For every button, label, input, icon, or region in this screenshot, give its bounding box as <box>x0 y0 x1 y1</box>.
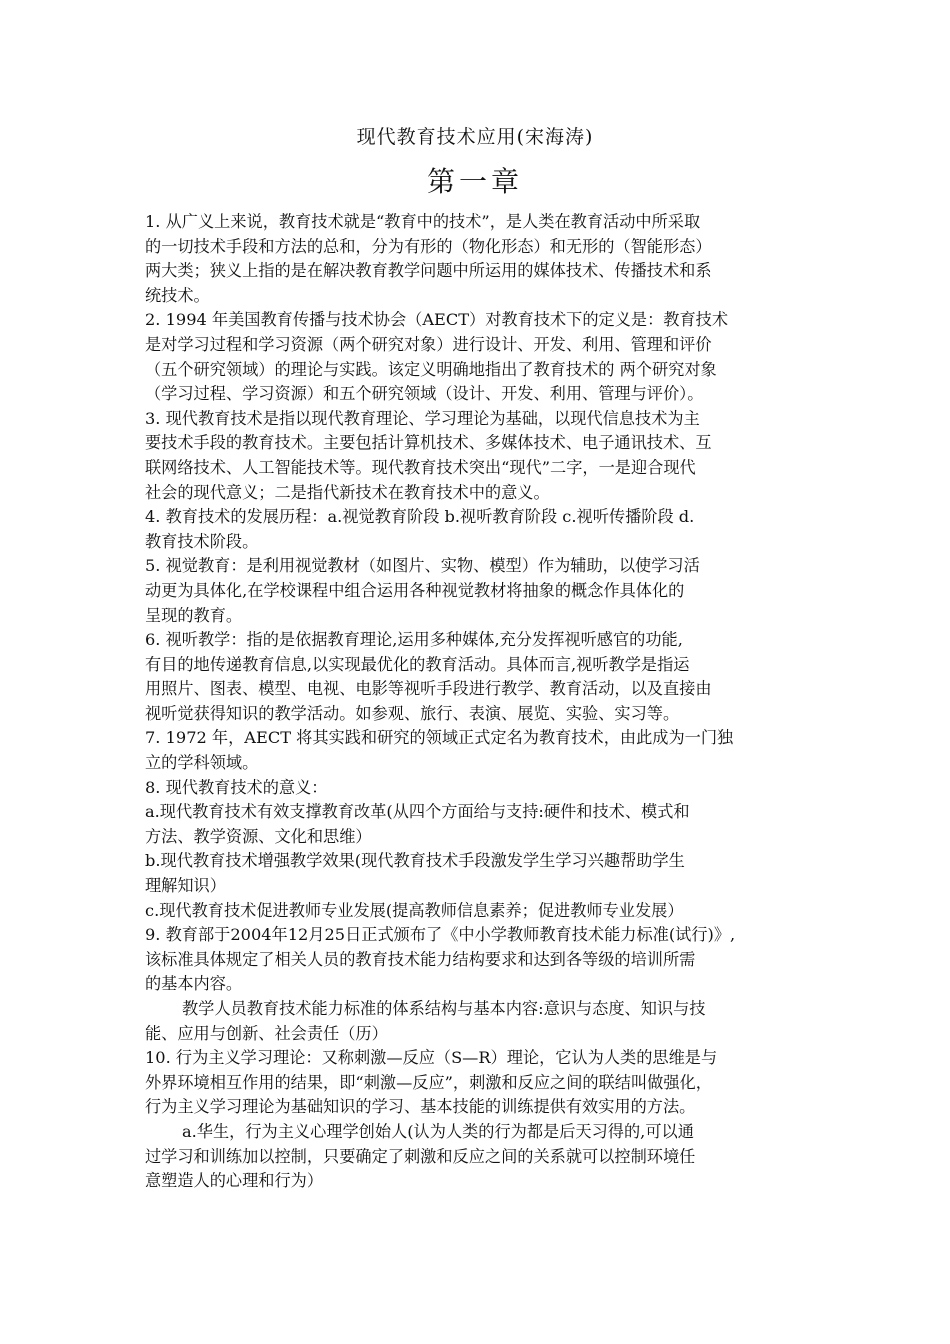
text-line: （学习过程、学习资源）和五个研究领域（设计、开发、利用、管理与评价）。 <box>145 384 704 404</box>
text-line: 意塑造人的心理和行为） <box>145 1171 324 1191</box>
text-line: 10. 行为主义学习理论：又称刺激—反应（S—R）理论，它认为人类的思维是与 <box>145 1048 718 1068</box>
text-line: 理解知识） <box>145 876 226 896</box>
text-line: 9. 教育部于2004年12月25日正式颁布了《中小学教师教育技术能力标准(试行)》, <box>145 925 736 945</box>
document-body <box>145 210 845 1194</box>
text-line: 方法、教学资源、文化和思维） <box>145 826 372 846</box>
text-line: a.现代教育技术有效支撑教育改革(从四个方面给与支持:硬件和技术、模式和 <box>145 802 690 822</box>
text-line: 1. 从广义上来说，教育技术就是“教育中的技术”，是人类在教育活动中所采取 <box>145 212 701 231</box>
text-line: 2. 1994 年美国教育传播与技术协会（AECT）对教育技术下的定义是：教育技术 <box>145 310 729 330</box>
text-line: a.华生，行为主义心理学创始人(认为人类的行为都是后天习得的,可以通 <box>182 1121 694 1141</box>
text-line: 3. 现代教育技术是指以现代教育理论、学习理论为基础，以现代信息技术为主 <box>145 408 700 428</box>
text-line: 6. 视听教学：指的是依据教育理论,运用多种媒体,充分发挥视听感官的功能, <box>145 630 683 650</box>
text-line: 社会的现代意义；二是指代新技术在教育技术中的意义。 <box>145 482 550 502</box>
text-line: 外界环境相互作用的结果，即“刺激—反应”，刺激和反应之间的联结叫做强化， <box>145 1072 712 1092</box>
text-line: 教育技术阶段。 <box>145 531 259 551</box>
text-line: c.现代教育技术促进教师专业发展(提高教师信息素养；促进教师专业发展） <box>145 900 684 920</box>
text-line: 用照片、图表、模型、电视、电影等视听手段进行教学、教育活动，以及直接由 <box>145 679 712 699</box>
text-line: 5. 视觉教育：是利用视觉教材（如图片、实物、模型）作为辅助，以使学习活 <box>145 556 700 576</box>
text-line: 的基本内容。 <box>145 974 243 994</box>
text-line: 呈现的教育。 <box>145 605 243 625</box>
text-line: 立的学科领域。 <box>145 753 259 773</box>
text-line: 统技术。 <box>145 285 210 305</box>
document-title: 现代教育技术应用(宋海涛) <box>356 126 594 148</box>
text-line: 两大类；狭义上指的是在解决教育教学问题中所运用的媒体技术、传播技术和系 <box>145 261 712 281</box>
text-line: 7. 1972 年，AECT 将其实践和研究的领域正式定名为教育技术，由此成为一门独 <box>145 728 734 748</box>
chapter-heading: 第一章 <box>426 165 523 198</box>
text-line: 联网络技术、人工智能技术等。现代教育技术突出“现代”二字，一是迎合现代 <box>145 457 696 477</box>
text-line: 视听觉获得知识的教学活动。如参观、旅行、表演、展览、实验、实习等。 <box>145 703 680 723</box>
text-line: 行为主义学习理论为基础知识的学习、基本技能的训练提供有效实用的方法。 <box>145 1097 696 1117</box>
text-line: 要技术手段的教育技术。主要包括计算机技术、多媒体技术、电子通讯技术、互 <box>145 433 712 453</box>
text-line: 动更为具体化,在学校课程中组合运用各种视觉教材将抽象的概念作具体化的 <box>145 580 685 600</box>
text-line: b.现代教育技术增强教学效果(现代教育技术手段激发学生学习兴趣帮助学生 <box>145 851 685 871</box>
text-line: 教学人员教育技术能力标准的体系结构与基本内容:意识与态度、知识与技 <box>182 999 706 1018</box>
text-line: 过学习和训练加以控制，只要确定了刺激和反应之间的关系就可以控制环境任 <box>145 1146 696 1166</box>
text-line: 是对学习过程和学习资源（两个研究对象）进行设计、开发、利用、管理和评价 <box>145 334 712 354</box>
text-line: 8. 现代教育技术的意义： <box>145 777 328 797</box>
text-line: 的一切技术手段和方法的总和，分为有形的（物化形态）和无形的（智能形态） <box>145 236 712 256</box>
text-line: 该标准具体规定了相关人员的教育技术能力结构要求和达到各等级的培训所需 <box>145 949 696 969</box>
text-line: 4. 教育技术的发展历程：a.视觉教育阶段 b.视听教育阶段 c.视听传播阶段 d. <box>145 507 695 527</box>
text-line: 有目的地传递教育信息,以实现最优化的教育活动。具体而言,视听教学是指运 <box>145 654 690 674</box>
text-line: 能、应用与创新、社会责任（历） <box>145 1023 388 1043</box>
text-line: （五个研究领域）的理论与实践。该定义明确地指出了教育技术的 两个研究对象 <box>145 359 717 379</box>
